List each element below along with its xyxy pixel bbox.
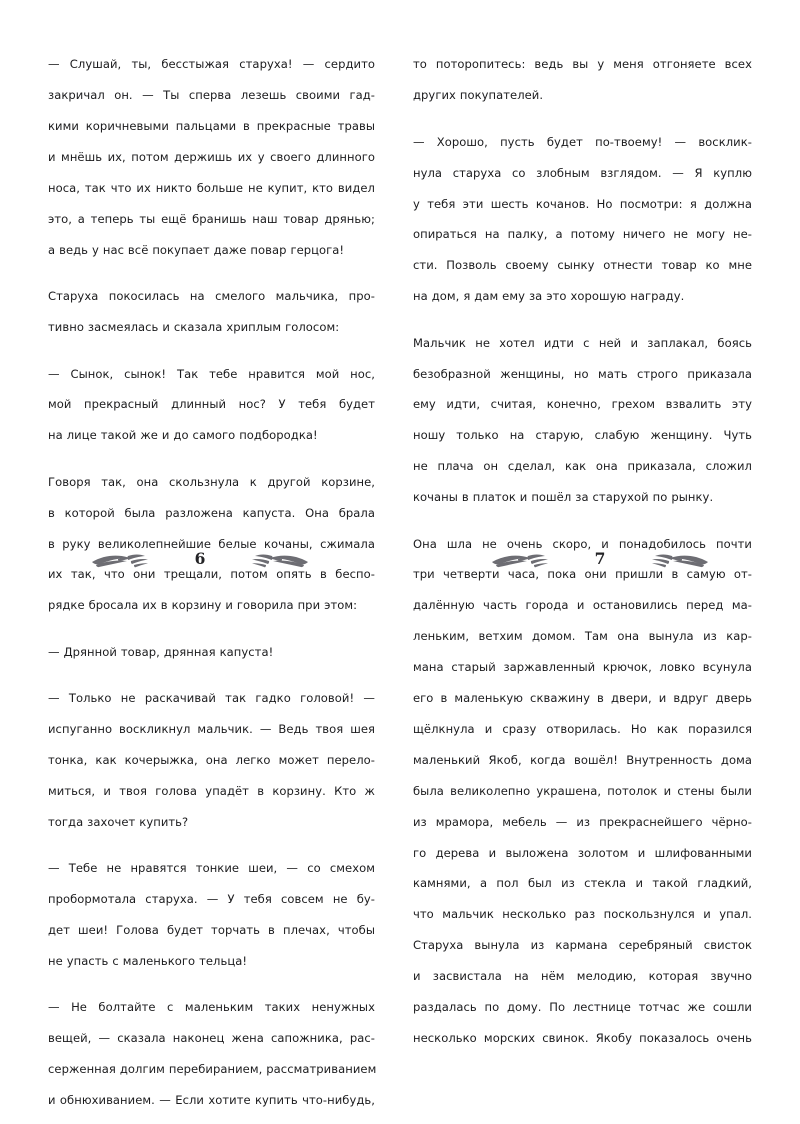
text-line: это, а теперь ты ещё бранишь наш товар дрянью;	[48, 211, 375, 226]
text-line: го дерева и выложена золотом и шлифованными	[413, 845, 752, 860]
text-line: щёлкнула и сразу отворилась. Но как поразился	[413, 721, 752, 736]
text-line: вещей, — сказала наконец жена сапожника, рас-	[48, 1031, 375, 1045]
left-book-page	[0, 0, 400, 1107]
text-line: — Дрянной товар, дрянная капуста!	[48, 644, 274, 659]
text-line: из мрамора, мебель — из прекраснейшего чёрно-	[413, 814, 752, 829]
text-line: нула старуха со злобным взглядом. — Я куплю	[413, 165, 752, 180]
paragraph	[413, 42, 752, 119]
text-line: не упасть с маленького тельца!	[48, 953, 248, 968]
left-page-footer	[0, 543, 400, 577]
text-line: — Не болтайте с маленьким таких ненужных	[48, 1000, 375, 1015]
text-line: у тебя эти шесть кочанов. Но посмотри: я должна	[413, 196, 752, 211]
paragraph	[413, 521, 752, 1062]
text-line: ношу только на старую, слабую женщину. Чуть	[413, 428, 752, 443]
text-line: и мнёшь их, потом держишь их у своего длинного	[48, 150, 375, 165]
text-line: далённую часть города и остановились перед ма-	[413, 598, 752, 613]
feather-flourish-ornament	[490, 549, 586, 571]
text-line: его в маленькую скважину в двери, и вдруг дверь	[413, 691, 752, 706]
feather-flourish-ornament	[214, 549, 310, 571]
text-line: — Слушай, ты, бесстыжая старуха! — сердито	[48, 57, 375, 72]
text-line: мана старый заржавленный крючок, ловко всунула	[413, 660, 752, 675]
text-line: тогда захочет купить?	[48, 814, 189, 829]
text-line: на дом, я дам ему за это хорошую награду.	[413, 289, 685, 304]
text-line: кими коричневыми пальцами в прекрасные травы	[48, 119, 375, 134]
text-line: Старуха вынула из кармана серебряный свисток	[413, 938, 752, 953]
text-line: безобразной женщины, но мать строго приказала	[413, 366, 752, 381]
text-line: других покупателей.	[413, 88, 544, 103]
text-line: дет шеи! Голова будет торчать в плечах, чтобы	[48, 922, 375, 937]
text-line: тивно засмеялась и сказала хриплым голосом:	[48, 320, 340, 335]
paragraph	[48, 42, 375, 274]
text-line: серженная долгим перебиранием, рассматриванием	[48, 1061, 377, 1076]
text-line: рядке бросала их в корзину и говорила при этом:	[48, 598, 358, 613]
feather-flourish-ornament	[614, 549, 710, 571]
paragraph	[413, 119, 752, 320]
text-line: Мальчик не хотел идти с ней и заплакал, боясь	[413, 335, 752, 350]
text-line: Говоря так, она скользнула к другой корзине,	[48, 474, 375, 489]
paragraph	[48, 351, 375, 459]
paragraph	[48, 846, 375, 985]
text-line: — Тебе не нравятся тонкие шеи, — со смехом	[48, 861, 375, 876]
text-line: опираться на палку, а потому ничего не могу не-	[413, 227, 752, 242]
text-line: то поторопитесь: ведь вы у меня отгоняете всех	[413, 57, 752, 72]
paragraph	[48, 676, 375, 846]
text-line: ему идти, считая, конечно, грехом взвалить эту	[413, 397, 752, 412]
text-line: несколько морских свинок. Якобу показалось очень	[413, 1031, 752, 1045]
text-line: миться, и твоя голова упадёт в корзину. Кто ж	[48, 783, 375, 798]
left-page-text-column	[48, 42, 375, 1124]
text-line: — Только не раскачивай так гадко головой! —	[48, 691, 375, 706]
page-number: 6	[194, 549, 206, 569]
text-line: а ведь у нас всё покупает даже повар герцога!	[48, 242, 345, 257]
text-line: и обнюхиванием. — Если хотите купить что-нибудь,	[48, 1092, 375, 1107]
paragraph	[48, 985, 375, 1124]
text-line: мой прекрасный длинный нос? У тебя будет	[48, 397, 375, 412]
right-book-page	[400, 0, 800, 1045]
page-number: 7	[594, 549, 606, 569]
text-line: раздалась по дому. По лестнице тотчас же сошли	[413, 1000, 752, 1015]
paragraph	[48, 629, 375, 675]
text-line: и засвистала на нём мелодию, которая звучно	[413, 969, 752, 984]
text-line: леньким, ветхим домом. Там она вынула из кар-	[413, 629, 752, 644]
text-line: в которой была разложена капуста. Она брала	[48, 505, 375, 520]
text-line: Она шла не очень скоро, и понадобилось почти	[413, 536, 752, 551]
text-line: — Хорошо, пусть будет по-твоему! — восклик-	[413, 134, 752, 149]
text-line: камнями, а пол был из стекла и такой гладкий,	[413, 876, 752, 891]
paragraph	[48, 274, 375, 351]
text-line: испуганно воскликнул мальчик. — Ведь твоя шея	[48, 721, 375, 736]
text-line: тонка, как кочерыжка, она легко может перело-	[48, 752, 375, 767]
feather-flourish-ornament	[90, 549, 186, 571]
text-line: закричал он. — Ты сперва лезешь своими гад-	[48, 88, 375, 103]
text-line: что мальчик несколько раз поскользнулся и упал.	[413, 907, 752, 922]
text-line: носа, так что их никто больше не купит, кто видел	[48, 181, 375, 196]
text-line: кочаны в платок и пошёл за старухой по рынку.	[413, 490, 714, 505]
text-line: на лице такой же и до самого подбородка!	[48, 428, 318, 443]
text-line: их так, что они трещали, потом опять в беспо-	[48, 567, 375, 582]
text-line: — Сынок, сынок! Так тебе нравится мой нос,	[48, 366, 375, 381]
text-line: не плача он сделал, как она приказала, сложил	[413, 459, 752, 474]
text-line: маленький Якоб, когда вошёл! Внутренность дома	[413, 752, 752, 767]
text-line: была великолепно украшена, потолок и стены были	[413, 783, 752, 798]
text-line: сти. Позволь своему сынку отнести товар ко мне	[413, 258, 752, 273]
text-line: Старуха покосилась на смелого мальчика, про-	[48, 289, 375, 304]
text-line: в руку великолепнейшие белые кочаны, сжимала	[48, 536, 375, 551]
paragraph	[413, 320, 752, 521]
text-line: три четверти часа, пока они пришли в самую от-	[413, 567, 752, 582]
right-page-footer	[400, 543, 800, 577]
text-line: пробормотала старуха. — У тебя совсем не бу-	[48, 891, 375, 906]
